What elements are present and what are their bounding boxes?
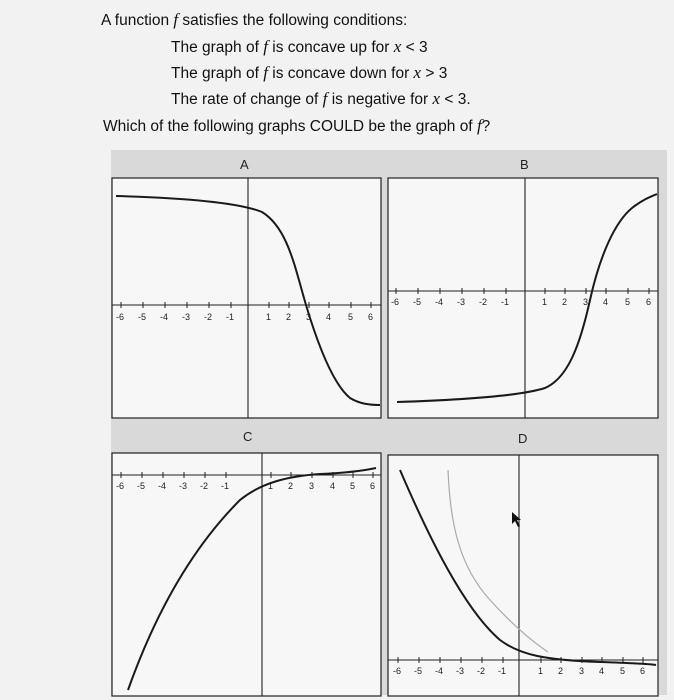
graph-b-tick-label: -2 [479,297,488,307]
graph-b-frame [388,178,658,418]
graph-a-frame [112,178,381,418]
graph-b-tick-label: -6 [391,297,400,307]
graph-d-tick-label: -2 [477,666,486,676]
graph-c-tick-label: -6 [116,481,125,491]
graph-b-tick-label: -4 [435,297,444,307]
graph-label-b: B [520,157,529,172]
graph-a-tick-label: 1 [266,312,272,322]
graph-c-frame [112,453,381,696]
graph-a-tick-label: -5 [138,312,147,322]
graph-c-tick-label: 2 [288,481,294,491]
graph-c-tick-label: -4 [158,481,167,491]
graph-d-tick-label: -4 [435,666,444,676]
graph-c-tick-label: 1 [268,481,274,491]
graph-d-tick-label: 5 [620,666,626,676]
graph-d-tick-label: 4 [599,666,605,676]
graph-b-tick-label: -5 [413,297,422,307]
question-intro: A function f satisfies the following conditions: [101,10,408,29]
condition-concave-down: The graph of f is concave down for x > 3 [171,63,448,82]
graph-a-tick-label: 2 [286,312,292,322]
graph-d-tick-label: -6 [393,666,402,676]
graph-b-tick-label: -1 [501,297,510,307]
graph-a-tick-label: -1 [226,312,235,322]
graph-a-tick-label: -2 [204,312,213,322]
graph-a-tick-label: 3 [306,312,312,322]
graph-b-tick-label: 4 [603,297,609,307]
graph-c-tick-label: -2 [200,481,209,491]
graph-a-tick-label: 6 [368,312,374,322]
graph-a-tick-label: -6 [116,312,125,322]
question-prompt: Which of the following graphs COULD be the graph of f? [103,116,491,135]
graph-d-tick-label: -1 [498,666,507,676]
graph-c-tick-label: 3 [309,481,315,491]
graph-label-d: D [518,431,528,446]
graph-b-tick-label: -3 [457,297,466,307]
graph-c-tick-label: 4 [330,481,336,491]
graph-d-tick-label: 3 [579,666,585,676]
graph-b-tick-label: 6 [646,297,652,307]
graph-a-tick-label: -3 [182,312,191,322]
graph-b-tick-label: 3 [583,297,589,307]
graph-b[interactable] [388,157,658,418]
graph-a-tick-label: -4 [160,312,169,322]
graph-d-tick-label: 1 [538,666,544,676]
graph-d-tick-label: 2 [558,666,564,676]
condition-concave-up: The graph of f is concave up for x < 3 [171,37,428,56]
graph-a[interactable] [112,157,381,418]
graph-c-tick-label: -5 [137,481,146,491]
graph-a-tick-label: 5 [348,312,354,322]
graph-d-tick-label: -5 [414,666,423,676]
graph-d[interactable] [388,431,658,696]
graph-c-tick-label: 5 [350,481,356,491]
graph-d-tick-label: 6 [640,666,646,676]
condition-rate-negative: The rate of change of f is negative for x < 3. [171,89,471,108]
graph-d-tick-label: -3 [456,666,465,676]
graph-c-tick-label: -1 [221,481,230,491]
graph-c[interactable] [112,429,381,696]
graph-b-tick-label: 2 [562,297,568,307]
graph-b-tick-label: 1 [542,297,548,307]
graph-c-tick-label: 6 [370,481,376,491]
graph-b-tick-label: 5 [625,297,631,307]
graph-label-a: A [240,157,249,172]
graph-a-tick-label: 4 [326,312,332,322]
graph-c-tick-label: -3 [179,481,188,491]
graph-label-c: C [243,429,253,444]
